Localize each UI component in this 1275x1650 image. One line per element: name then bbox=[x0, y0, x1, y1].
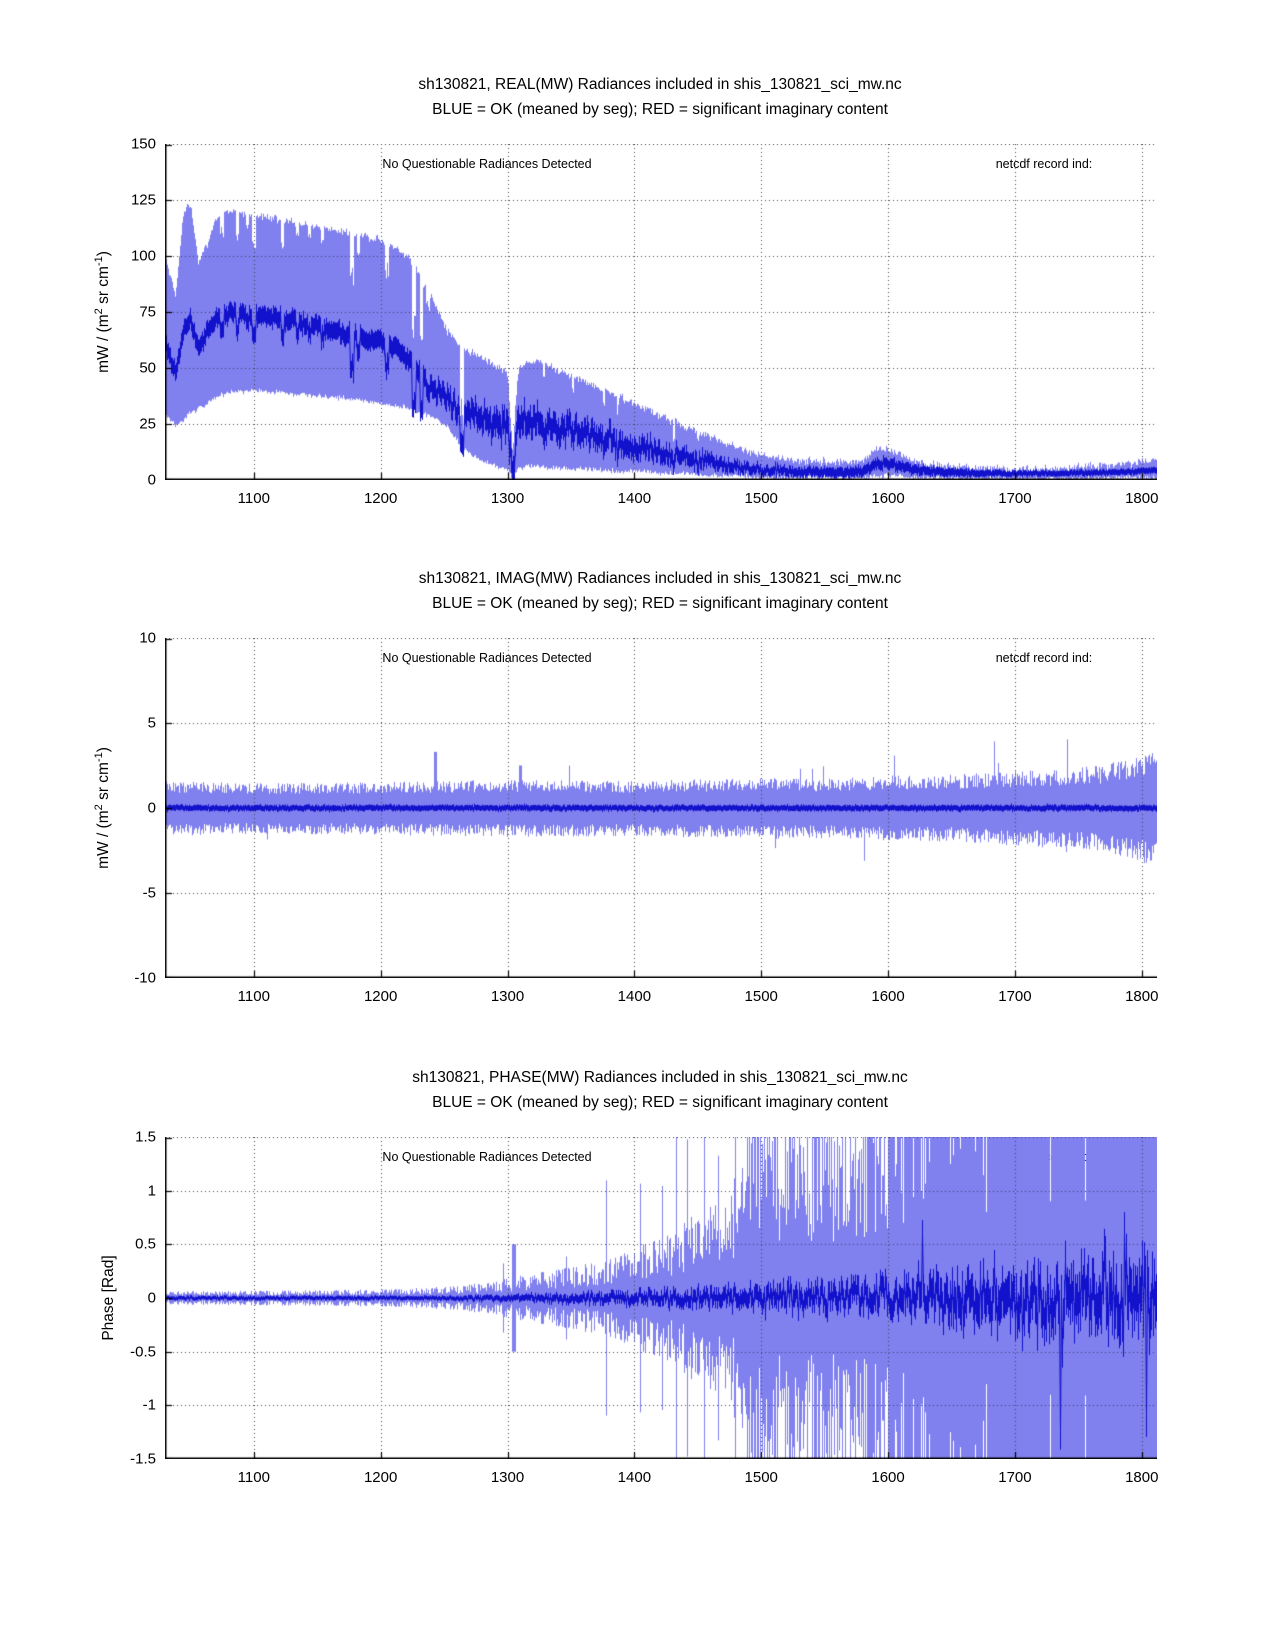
y-axis-label: mW / ($m^2$ sr $cm^{-1}$) bbox=[92, 747, 113, 869]
x-tick-label: 1400 bbox=[617, 988, 652, 1005]
x-tick-label: 1700 bbox=[998, 988, 1032, 1005]
y-tick-label: 0 bbox=[147, 799, 156, 817]
y-tick-label: 0 bbox=[147, 1289, 156, 1307]
y-tick-label: 125 bbox=[130, 191, 156, 209]
y-tick-label: 1.5 bbox=[135, 1128, 156, 1146]
y-tick-label: -0.5 bbox=[130, 1343, 156, 1361]
x-tick-label: 1100 bbox=[237, 988, 270, 1005]
chart-subtitle: BLUE = OK (meaned by seg); RED = significant imaginary content bbox=[432, 101, 888, 118]
x-tick-label: 1800 bbox=[1125, 490, 1159, 507]
y-tick-label: 0 bbox=[147, 471, 156, 489]
y-tick-label: 50 bbox=[139, 359, 156, 377]
x-tick-label: 1500 bbox=[744, 988, 778, 1005]
y-tick-label: 1 bbox=[147, 1182, 156, 1200]
y-axis-label: Phase [Rad] bbox=[100, 1255, 118, 1341]
x-tick-label: 1700 bbox=[998, 490, 1032, 507]
y-tick-label: 100 bbox=[130, 247, 156, 265]
x-tick-label: 1600 bbox=[871, 1469, 905, 1486]
y-tick-label: -1 bbox=[142, 1396, 156, 1414]
x-tick-label: 1300 bbox=[490, 1469, 525, 1486]
x-tick-label: 1800 bbox=[1125, 1469, 1159, 1486]
x-tick-label: 1600 bbox=[871, 490, 905, 507]
y-tick-label: 0.5 bbox=[135, 1235, 156, 1253]
x-tick-label: 1200 bbox=[363, 1469, 398, 1486]
chart-canvas-phase bbox=[165, 1137, 1157, 1459]
x-tick-label: 1400 bbox=[617, 1469, 652, 1486]
x-tick-label: 1600 bbox=[871, 988, 905, 1005]
x-tick-label: 1200 bbox=[363, 490, 398, 507]
y-tick-label: -10 bbox=[134, 969, 156, 987]
y-axis-label: mW / ($m^2$ sr $cm^{-1}$) bbox=[92, 251, 113, 373]
x-tick-label: 1500 bbox=[744, 490, 778, 507]
chart-title: sh130821, PHASE(MW) Radiances included in shis_130821_sci_mw.nc bbox=[412, 1069, 908, 1086]
chart-subtitle: BLUE = OK (meaned by seg); RED = significant imaginary content bbox=[432, 1094, 888, 1111]
x-tick-label: 1100 bbox=[237, 490, 270, 507]
x-tick-label: 1200 bbox=[363, 988, 398, 1005]
x-tick-label: 1500 bbox=[744, 1469, 778, 1486]
x-tick-label: 1300 bbox=[490, 988, 525, 1005]
y-tick-label: 25 bbox=[139, 415, 156, 433]
y-tick-label: -5 bbox=[142, 884, 156, 902]
chart-title: sh130821, IMAG(MW) Radiances included in shis_130821_sci_mw.nc bbox=[418, 570, 902, 587]
x-tick-label: 1800 bbox=[1125, 988, 1159, 1005]
x-tick-label: 1100 bbox=[237, 1469, 270, 1486]
chart-title: sh130821, REAL(MW) Radiances included in shis_130821_sci_mw.nc bbox=[418, 76, 902, 93]
y-tick-label: 75 bbox=[139, 303, 156, 321]
y-tick-label: 150 bbox=[130, 135, 156, 153]
x-tick-label: 1400 bbox=[617, 490, 652, 507]
x-tick-label: 1700 bbox=[998, 1469, 1032, 1486]
chart-subtitle: BLUE = OK (meaned by seg); RED = significant imaginary content bbox=[432, 595, 888, 612]
y-tick-label: 10 bbox=[139, 629, 156, 647]
y-tick-label: -1.5 bbox=[130, 1450, 156, 1468]
x-tick-label: 1300 bbox=[490, 490, 525, 507]
y-tick-label: 5 bbox=[147, 714, 156, 732]
